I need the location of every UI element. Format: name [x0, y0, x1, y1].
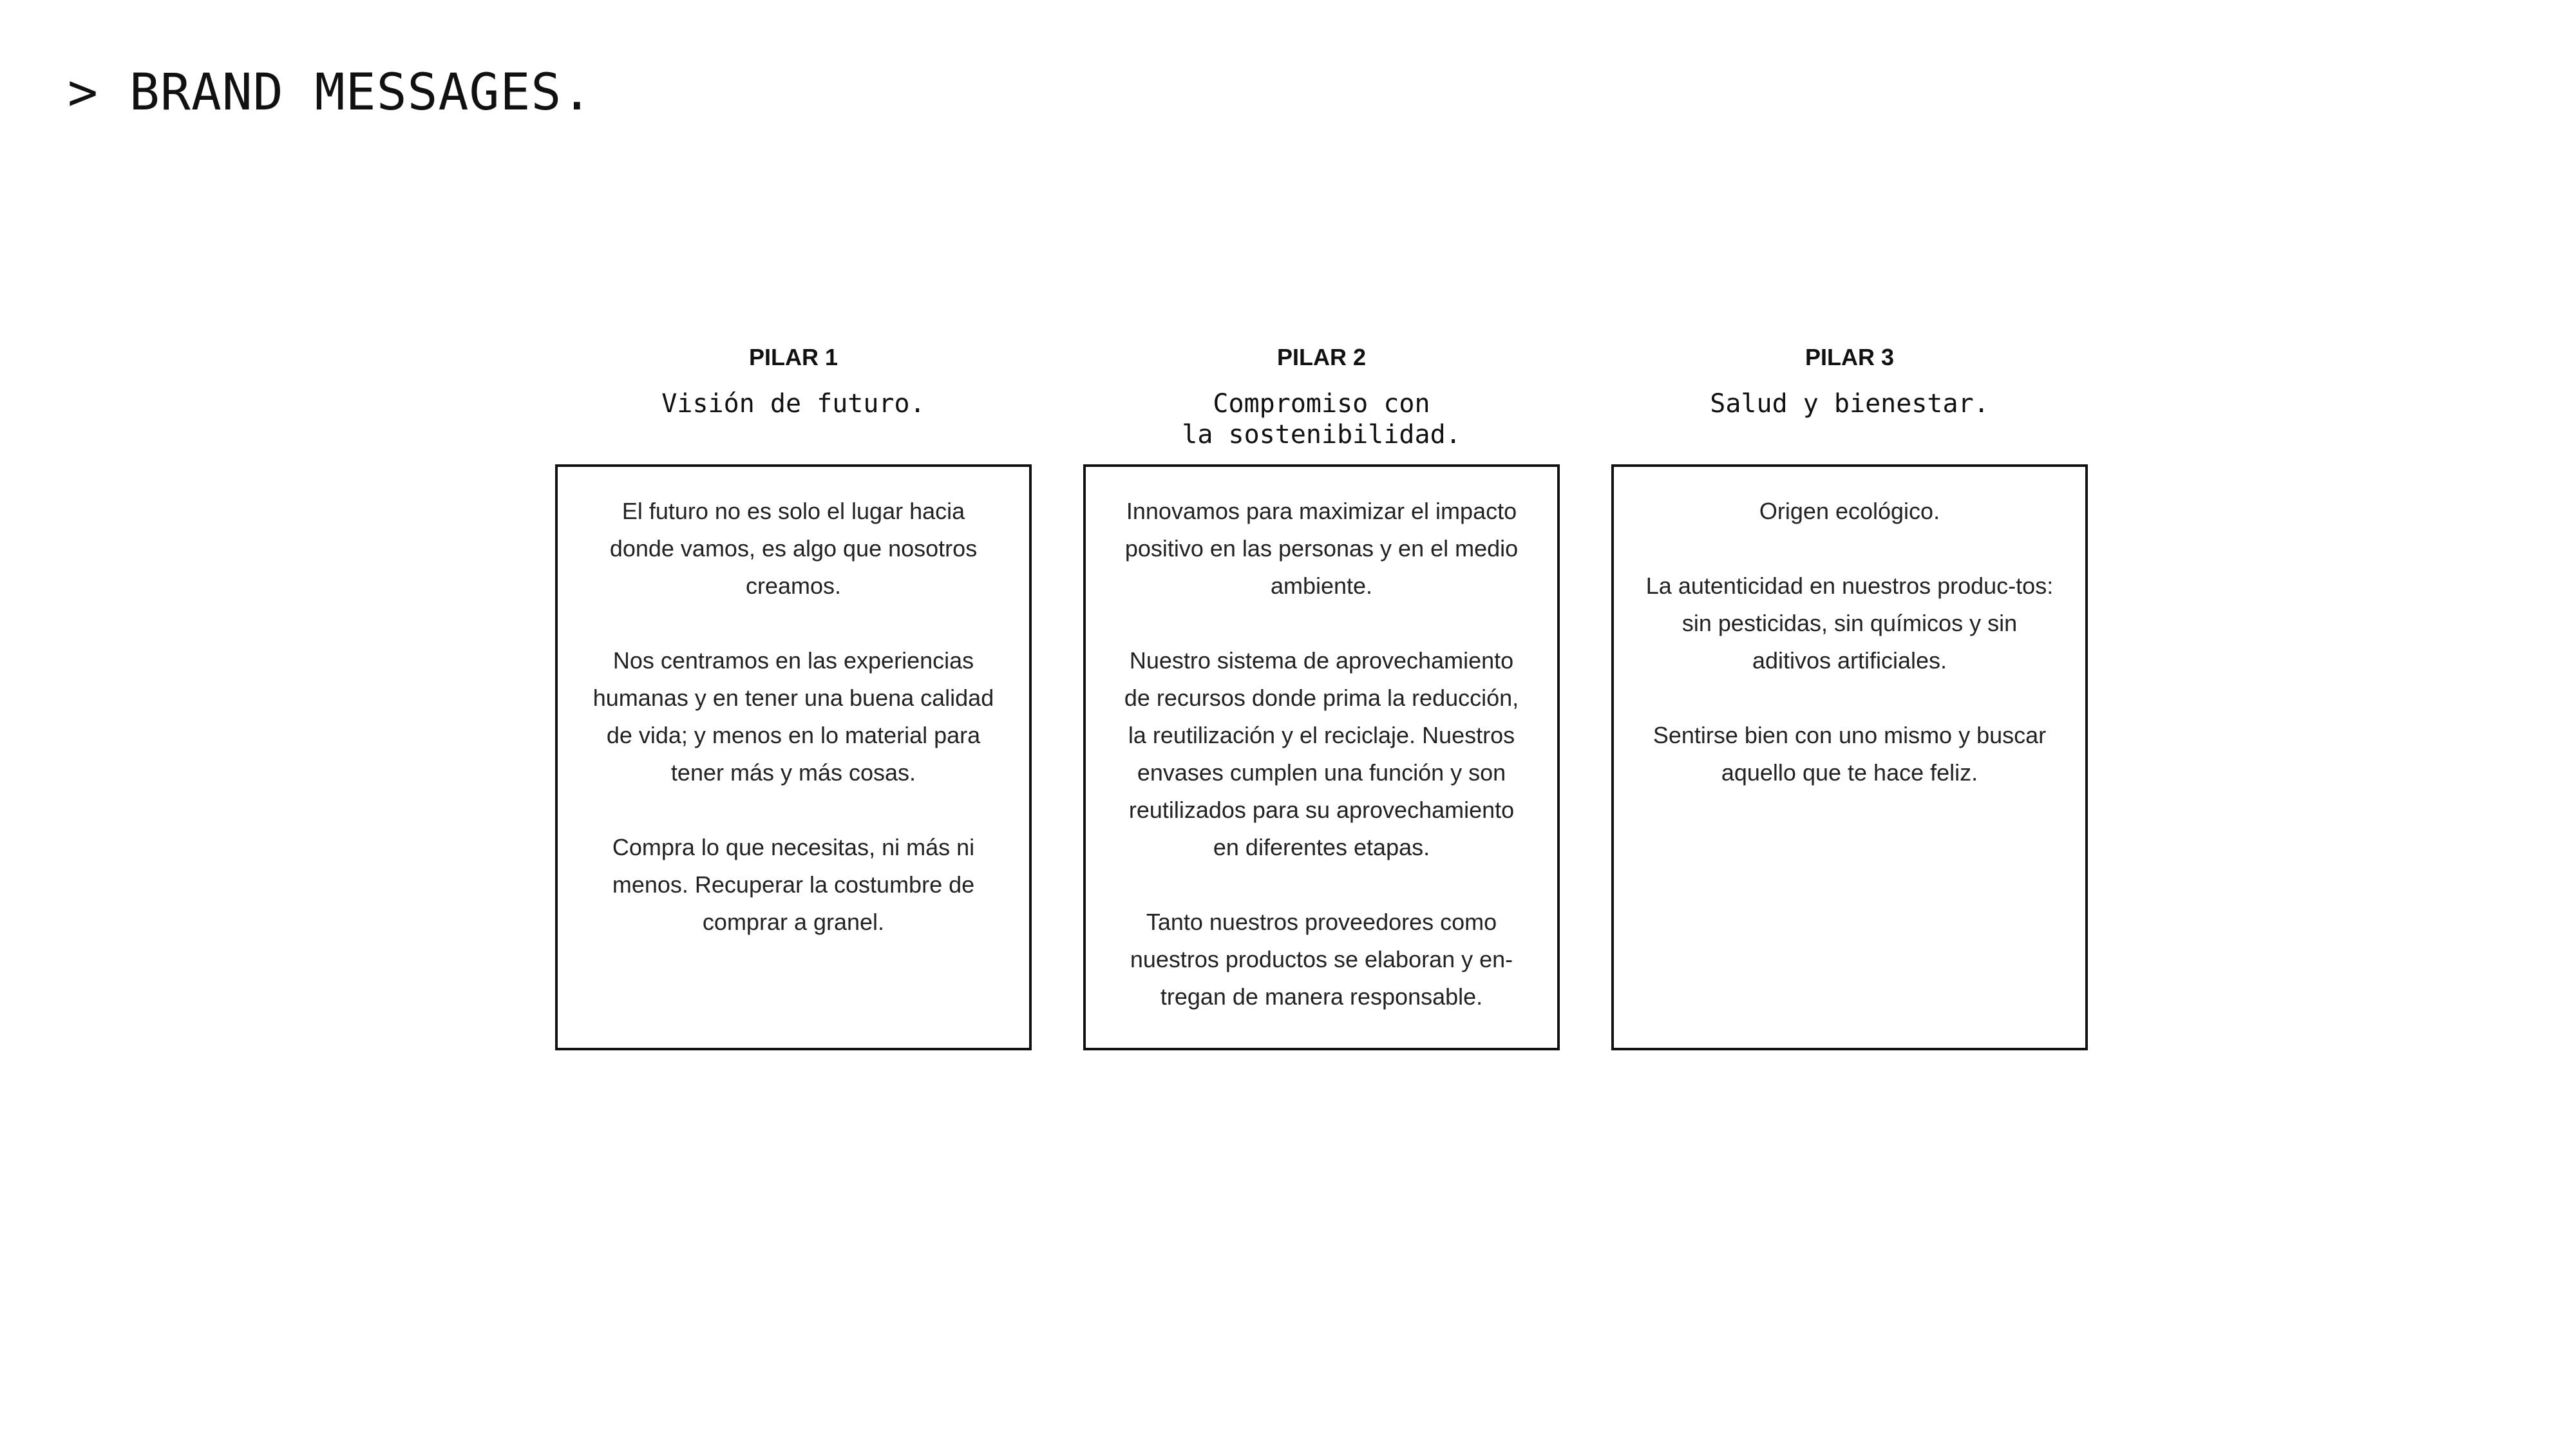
pillar-2 — [1083, 345, 1560, 1050]
pillar-paragraph: Tanto nuestros proveedores como nuestros productos se elaboran y en-tregan de manera responsable. — [1130, 909, 1513, 1010]
pillar-heading: Visión de futuro. — [661, 389, 925, 419]
pillar-heading: Compromiso con la sostenibilidad. — [1182, 389, 1461, 450]
pillar-paragraph: El futuro no es solo el lugar hacia donde vamos, es algo que nosotros creamos. — [609, 498, 978, 599]
pillar-text-box — [1083, 464, 1560, 1050]
pillar-1 — [555, 345, 1032, 1050]
pillar-paragraph: La autenticidad en nuestros produc-tos: sin pesticidas, sin químicos y sin aditivos artificiales. — [1645, 573, 2054, 674]
pillar-label: PILAR 2 — [1276, 344, 1367, 370]
pillar-text-box — [555, 464, 1032, 1050]
pillar-label: PILAR 3 — [1804, 344, 1895, 370]
pillar-heading: Salud y bienestar. — [1710, 389, 1989, 419]
pillar-paragraph: Innovamos para maximizar el impacto positivo en las personas y en el medio ambiente. — [1124, 498, 1519, 599]
pillar-label: PILAR 1 — [748, 344, 838, 370]
pillar-text-box — [1611, 464, 2088, 1050]
page-title: > BRAND MESSAGES. — [68, 64, 593, 122]
pillar-paragraph: Sentirse bien con uno mismo y buscar aquello que te hace feliz. — [1653, 722, 2047, 786]
pillar-3 — [1611, 345, 2088, 1050]
pillar-paragraph: Origen ecológico. — [1759, 498, 1940, 524]
pillar-paragraph: Nos centramos en las experiencias humanas y en tener una buena calidad de vida; y menos en lo material para tener más y más cosas. — [592, 647, 994, 786]
pillar-paragraph: Nuestro sistema de aprovechamiento de recursos donde prima la reducción, la reutilización y el reciclaje. Nuestros envases cumplen una función y son reutilizados para su aprovechamiento en diferentes etapas. — [1124, 647, 1519, 860]
pillar-paragraph: Compra lo que necesitas, ni más ni menos. Recuperar la costumbre de comprar a granel. — [612, 834, 975, 935]
